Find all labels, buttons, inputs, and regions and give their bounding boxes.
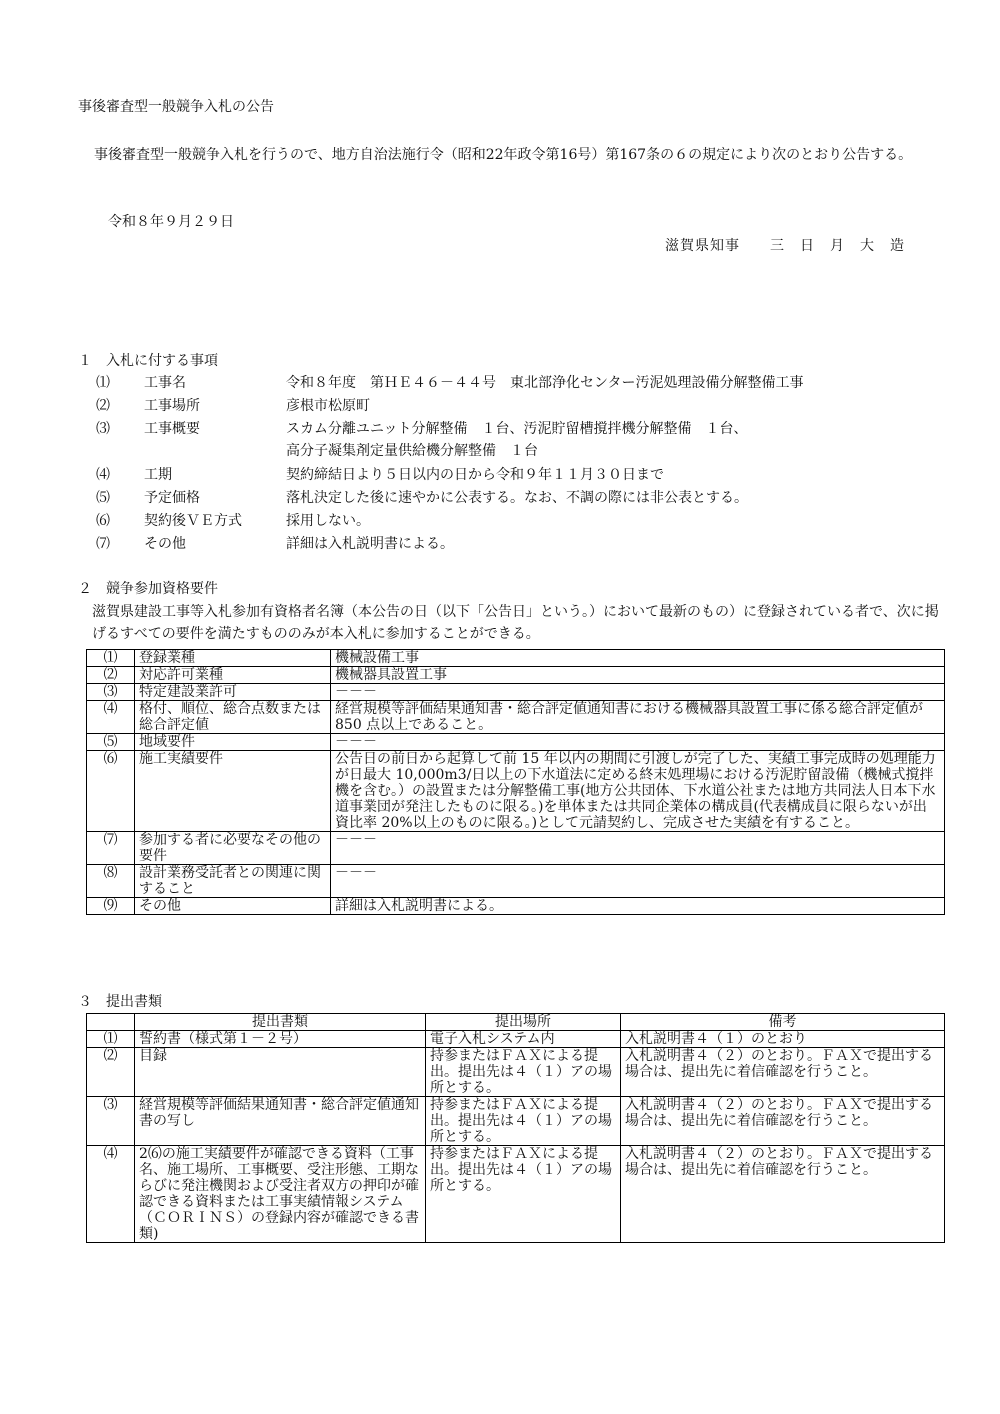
section2-heading: ２ 競争参加資格要件 — [78, 581, 218, 597]
row-label: 格付、順位、総合点数または総合評定値 — [135, 701, 331, 734]
row-label: 登録業種 — [135, 650, 331, 667]
item-label: 工事概要 — [144, 421, 200, 437]
notice-date: 令和８年９月２９日 — [108, 214, 234, 230]
row-value: －－－ — [331, 865, 945, 898]
item-label: 工期 — [144, 467, 172, 483]
row-document: 2⑹の施工実績要件が確認できる資料（工事名、施工場所、工事概要、受注形態、工期ならびに発注機関および受注者双方の押印が確認できる資料または工事実績情報システム（ＣＯＲＩＮＳ）の登録内容が確認できる書類) — [135, 1146, 426, 1243]
documents-table — [86, 1013, 945, 1243]
section1-heading: １ 入札に付する事項 — [78, 353, 218, 369]
table-row — [87, 751, 945, 832]
row-place: 電子入札システム内 — [426, 1031, 621, 1048]
row-value: 機械器具設置工事 — [331, 667, 945, 684]
row-note: 入札説明書４（２）のとおり。ＦＡＸで提出する場合は、提出先に着信確認を行うこと。 — [621, 1048, 945, 1097]
table-row — [87, 898, 945, 915]
row-value: 経営規模等評価結果通知書・総合評定値通知書における機械器具設置工事に係る総合評定値が 850 点以上であること。 — [331, 701, 945, 734]
table-row — [87, 1097, 945, 1146]
notice-title: 事後審査型一般競争入札の公告 — [78, 99, 274, 115]
table-row — [87, 1146, 945, 1243]
item-value: 詳細は入札説明書による。 — [286, 536, 454, 552]
header-notes: 備考 — [621, 1014, 945, 1031]
item-label: 工事名 — [144, 375, 186, 391]
row-number: ⑷ — [87, 701, 135, 734]
header-number — [87, 1014, 135, 1031]
item-label: 工事場所 — [144, 398, 200, 414]
item-value: 令和８年度 第ＨＥ４６－４４号 東北部浄化センター汚泥処理設備分解整備工事 — [286, 375, 804, 391]
row-place: 持参またはＦＡＸによる提出。提出先は４（１）アの場所とする。 — [426, 1048, 621, 1097]
row-value: －－－ — [331, 734, 945, 751]
table-row — [87, 701, 945, 734]
row-label: その他 — [135, 898, 331, 915]
row-label: 対応許可業種 — [135, 667, 331, 684]
row-label: 地域要件 — [135, 734, 331, 751]
item-number: ⑷ — [96, 467, 110, 483]
row-number: ⑵ — [87, 667, 135, 684]
header-place: 提出場所 — [426, 1014, 621, 1031]
item-number: ⑺ — [96, 536, 110, 552]
item-number: ⑵ — [96, 398, 110, 414]
row-label: 特定建設業許可 — [135, 684, 331, 701]
table-row — [87, 832, 945, 865]
table-row — [87, 650, 945, 667]
row-number: ⑶ — [87, 1097, 135, 1146]
row-note: 入札説明書４（２）のとおり。ＦＡＸで提出する場合は、提出先に着信確認を行うこと。 — [621, 1146, 945, 1243]
item-value: 契約締結日より５日以内の日から令和９年１１月３０日まで — [286, 467, 664, 483]
row-value: －－－ — [331, 832, 945, 865]
table-row — [87, 684, 945, 701]
item-number: ⑹ — [96, 513, 110, 529]
row-number: ⑴ — [87, 650, 135, 667]
row-value: 詳細は入札説明書による。 — [331, 898, 945, 915]
table-row — [87, 1031, 945, 1048]
item-label: 予定価格 — [144, 490, 200, 506]
item-number: ⑶ — [96, 421, 110, 437]
row-note: 入札説明書４（１）のとおり — [621, 1031, 945, 1048]
row-label: 参加する者に必要なその他の要件 — [135, 832, 331, 865]
row-document: 経営規模等評価結果通知書・総合評定値通知書の写し — [135, 1097, 426, 1146]
signature: 滋賀県知事 三 日 月 大 造 — [665, 238, 905, 254]
row-place: 持参またはＦＡＸによる提出。提出先は４（１）アの場所とする。 — [426, 1097, 621, 1146]
section3-heading: ３ 提出書類 — [78, 994, 162, 1010]
item-number: ⑴ — [96, 375, 110, 391]
row-number: ⑼ — [87, 898, 135, 915]
item-value: 高分子凝集剤定量供給機分解整備 １台 — [286, 443, 538, 459]
row-number: ⑹ — [87, 751, 135, 832]
row-document: 誓約書（様式第１－２号） — [135, 1031, 426, 1048]
row-label: 設計業務受託者との関連に関すること — [135, 865, 331, 898]
table-row — [87, 865, 945, 898]
item-label: その他 — [144, 536, 186, 552]
section2-paragraph: 滋賀県建設工事等入札参加有資格者名簿（本公告の日（以下「公告日」という。）において最新のもの）に登録されている者で、次に掲げるすべての要件を満たすもののみが本入札に参加することができる。 — [92, 604, 939, 642]
row-note: 入札説明書４（２）のとおり。ＦＡＸで提出する場合は、提出先に着信確認を行うこと。 — [621, 1097, 945, 1146]
row-value: －－－ — [331, 684, 945, 701]
row-number: ⑵ — [87, 1048, 135, 1097]
row-number: ⑴ — [87, 1031, 135, 1048]
item-value: 彦根市松原町 — [286, 398, 370, 414]
table-header-row — [87, 1014, 945, 1031]
row-value: 機械設備工事 — [331, 650, 945, 667]
row-value: 公告日の前日から起算して前 15 年以内の期間に引渡しが完了した、実績工事完成時の処理能力が日最大 10,000m3/日以上の下水道法に定める終末処理場における汚泥貯留設備（機械式撹拌機を含む。）の設置または分解整備工事(地方公共団体、下水道公社または地方共同法人日本下水道事業団が発注したものに限る。)を単体または共同企業体の構成員(代表構成員に限らないが出資比率 20%以上のものに限る。)として元請契約し、完成させた実績を有すること。 — [331, 751, 945, 832]
row-place: 持参またはＦＡＸによる提出。提出先は４（１）アの場所とする。 — [426, 1146, 621, 1243]
item-number: ⑸ — [96, 490, 110, 506]
table-row — [87, 1048, 945, 1097]
item-label: 契約後ＶＥ方式 — [144, 513, 242, 529]
table-row — [87, 667, 945, 684]
row-document: 目録 — [135, 1048, 426, 1097]
table-row — [87, 734, 945, 751]
row-number: ⑶ — [87, 684, 135, 701]
row-number: ⑻ — [87, 865, 135, 898]
requirements-table — [86, 649, 945, 915]
item-value: 採用しない。 — [286, 513, 370, 529]
item-value: 落札決定した後に速やかに公表する。なお、不調の際には非公表とする。 — [286, 490, 748, 506]
row-label: 施工実績要件 — [135, 751, 331, 832]
intro-paragraph: 事後審査型一般競争入札を行うので、地方自治法施行令（昭和22年政令第16号）第167条の６の規定により次のとおり公告する。 — [94, 147, 913, 163]
row-number: ⑷ — [87, 1146, 135, 1243]
row-number: ⑸ — [87, 734, 135, 751]
row-number: ⑺ — [87, 832, 135, 865]
item-value: スカム分離ユニット分解整備 １台、汚泥貯留槽撹拌機分解整備 １台、 — [286, 421, 748, 437]
header-documents: 提出書類 — [135, 1014, 426, 1031]
